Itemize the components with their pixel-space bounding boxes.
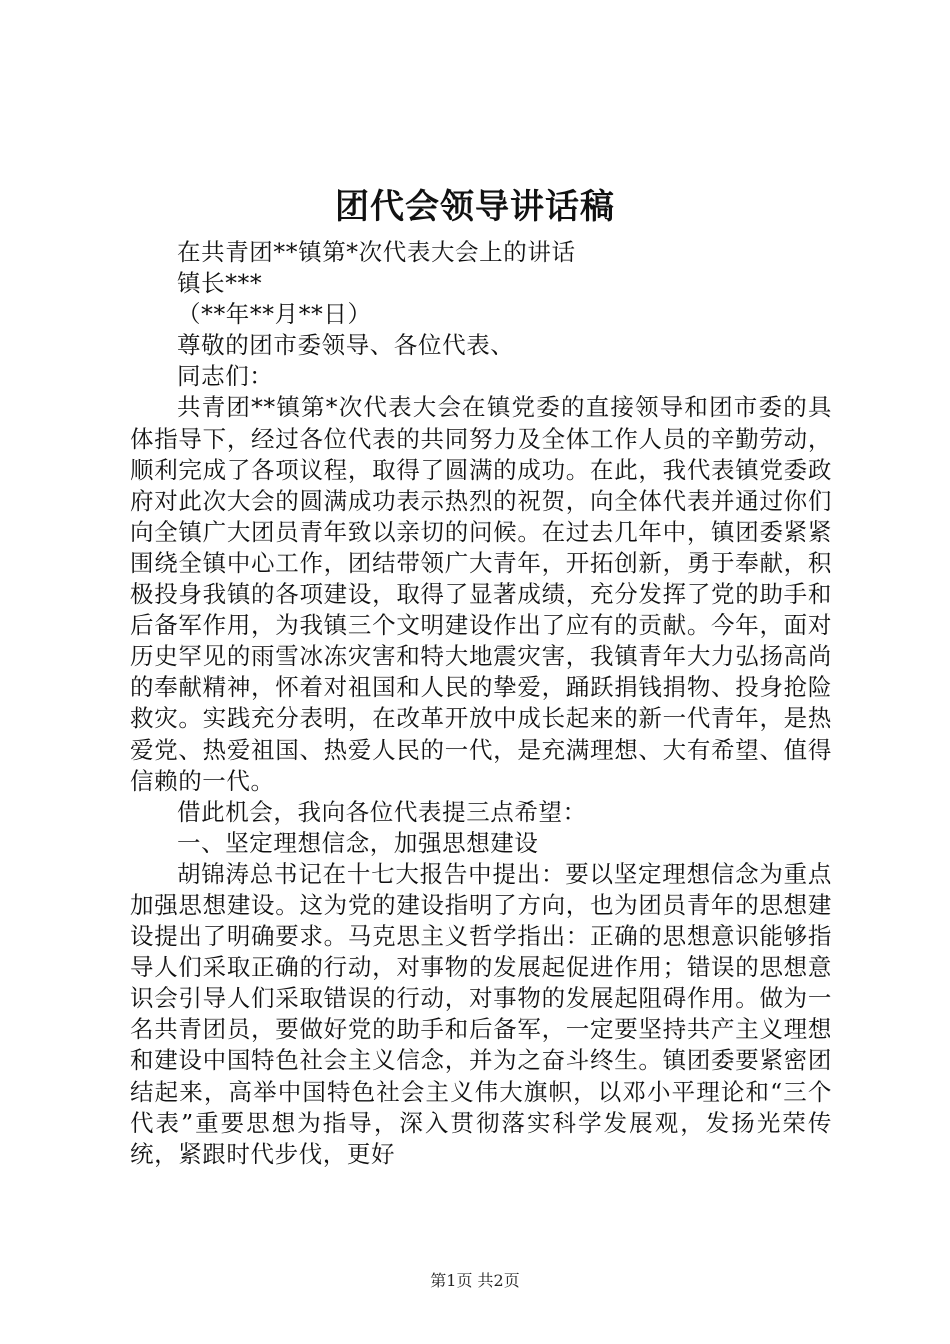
speaker-line: 镇长*** xyxy=(177,269,263,298)
body-paragraph: 共青团**镇第*次代表大会在镇党委的直接领导和团市委的具体指导下，经过各位代表的共同努力及全体工作人员的辛勤劳动，顺利完成了各项议程，取得了圆满的成功。在此，我代表镇党委政府对此次大会的圆满成功表示热烈的祝贺，向全体代表并通过你们向全镇广大团员青年致以亲切的问候。在过去几年中，镇团委紧紧围绕全镇中心工作，团结带领广大青年，开拓创新，勇于奉献，积极投身我镇的各项建设，取得了显著成绩，充分发挥了党的助手和后备军作用，为我镇三个文明建设作出了应有的贡献。今年，面对历史罕见的雨雪冰冻灾害和特大地震灾害，我镇青年大力弘扬高尚的奉献精神，怀着对祖国和人民的挚爱，踊跃捐钱捐物、投身抢险救灾。实践充分表明，在改革开放中成长起来的新一代青年，是热爱党、热爱祖国、热爱人民的一代，是充满理想、大有希望、值得信赖的一代。 xyxy=(130,393,832,795)
body-paragraph: 借此机会，我向各位代表提三点希望： xyxy=(177,797,587,826)
date-line: （**年**月**日） xyxy=(177,300,372,329)
page-footer: 第1页 共2页 xyxy=(430,1271,520,1290)
speech-subtitle: 在共青团**镇第*次代表大会上的讲话 xyxy=(177,238,576,266)
body-paragraph: 胡锦涛总书记在十七大报告中提出：要以坚定理想信念为重点加强思想建设。这为党的建设指明了方向，也为团员青年的思想建设提出了明确要求。马克思主义哲学指出：正确的思想意识能够指导人们采取正确的行动，对事物的发展起促进作用；错误的思想意识会引导人们采取错误的行动，对事物的发展起阻碍作用。做为一名共青团员，要做好党的助手和后备军，一定要坚持共产主义理想和建设中国特色社会主义信念，并为之奋斗终生。镇团委要紧密团结起来，高举中国特色社会主义伟大旗帜，以邓小平理论和“三个代表”重要思想为指导，深入贯彻落实科学发展观，发扬光荣传统，紧跟时代步伐，更好 xyxy=(130,859,832,1168)
salutation-line: 尊敬的团市委领导、各位代表、 xyxy=(177,331,515,360)
salutation-line-2: 同志们： xyxy=(177,362,274,391)
section-heading: 一、坚定理想信念，加强思想建设 xyxy=(177,828,539,857)
document-body xyxy=(130,237,832,1170)
document-title: 团代会领导讲话稿 xyxy=(335,187,615,227)
